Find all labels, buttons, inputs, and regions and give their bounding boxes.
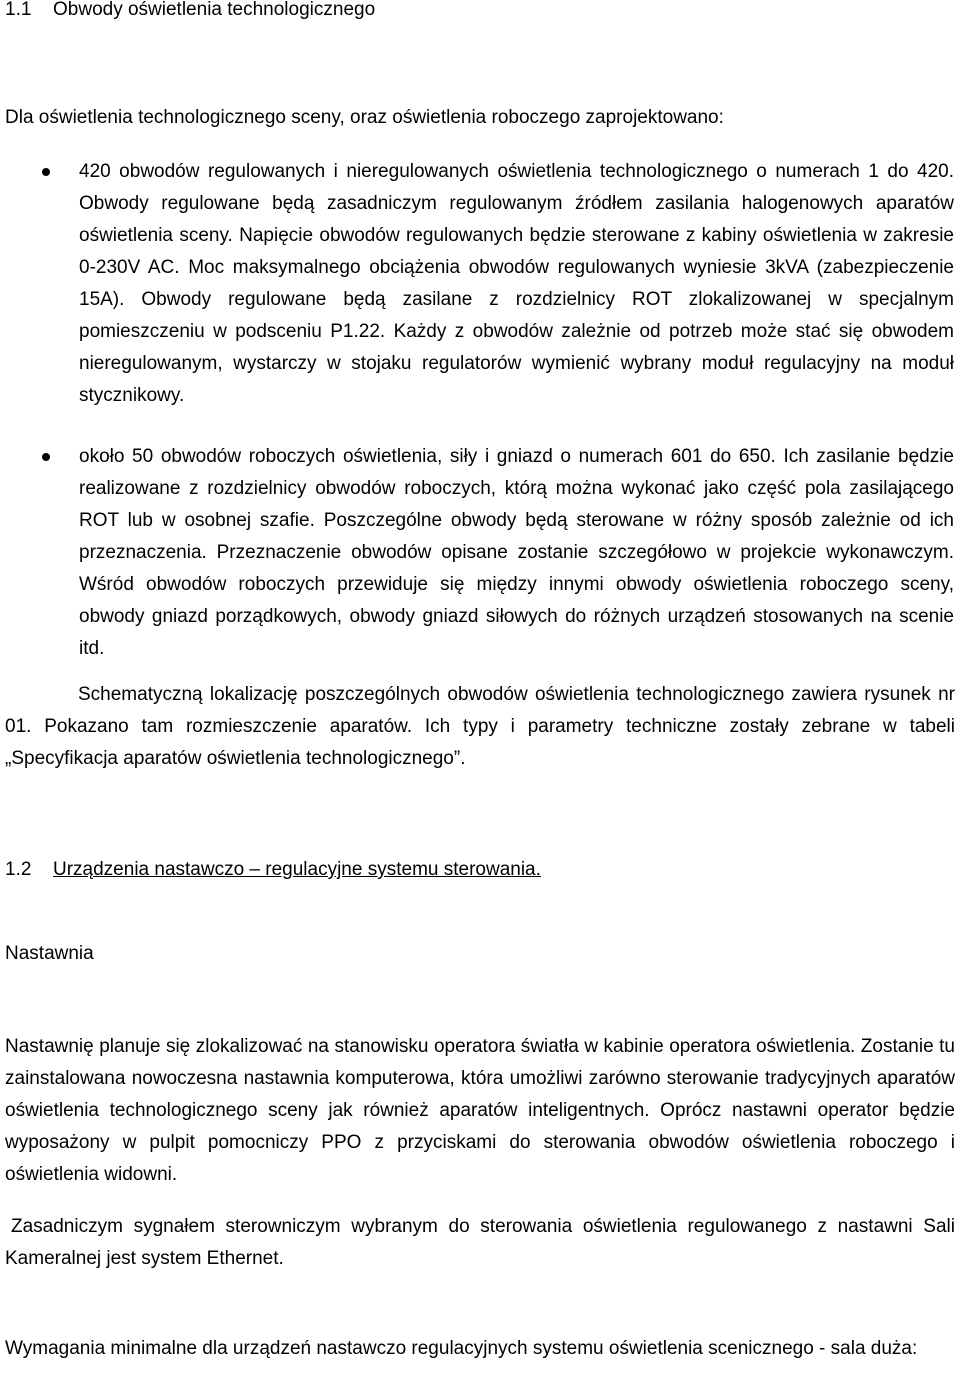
section-heading-1-1	[5, 0, 955, 26]
list-item-text: 420 obwodów regulowanych i nieregulowanych oświetlenia technologicznego o numerach 1 do 420. Obwody regulowane będą zasadniczym regulowanym źródłem zasilania halogenowych aparatów oświetlenia sceny. Napięcie obwodów regulowanych będzie sterowane z kabiny oświetlenia w zakresie 0-230V AC. Moc maksymalnego obciążenia obwodów regulowanych wyniesie 3kVA (zabezpieczenie 15A). Obwody regulowane będą zasilane z rozdzielnicy ROT zlokalizowanej w specjalnym pomieszczeniu w podsceniu P1.22. Każdy z obwodów zależnie od potrzeb może stać się obwodem nieregulowanym, wystarczy w stojaku regulatorów wymienić wybrany moduł regulacyjny na moduł stycznikowy.	[79, 161, 954, 406]
section-title: Obwody oświetlenia technologicznego	[53, 0, 376, 20]
list-item	[0, 156, 954, 412]
list-item	[0, 441, 954, 665]
nastawnia-paragraph: Nastawnię planuje się zlokalizować na stanowisku operatora światła w kabinie operatora oświetlenia. Zostanie tu zainstalowana nowoczesna nastawnia komputerowa, która umożliwi zarówno sterowanie tradycyjnych aparatów oświetlenia technologicznego sceny jak również aparatów inteligentnych. Oprócz nastawni operator będzie wyposażony w pulpit pomocniczy PPO z przyciskami do sterowania obwodów oświetlenia roboczego i oświetlenia widowni.	[5, 1036, 955, 1185]
requirements-paragraph: Wymagania minimalne dla urządzeń nastawczo regulacyjnych systemu oświetlenia scenicznego - sala duża:	[5, 1338, 918, 1359]
section-number: 1.1	[5, 0, 32, 20]
section-number: 1.2	[5, 859, 32, 880]
section-heading-1-2	[5, 854, 955, 886]
bullet-list	[0, 156, 954, 412]
nastawnia-heading: Nastawnia	[5, 943, 94, 964]
intro-paragraph: Dla oświetlenia technologicznego sceny, oraz oświetlenia roboczego zaprojektowano:	[5, 107, 724, 128]
list-item-text: około 50 obwodów roboczych oświetlenia, siły i gniazd o numerach 601 do 650. Ich zasilanie będzie realizowane z rozdzielnicy obwodów roboczych, którą można wykonać jako część pola zasilającego ROT lub w osobnej szafie. Poszczególne obwody będą sterowane w różny sposób zależnie od ich przeznaczenia. Przeznaczenie obwodów opisane zostanie szczegółowo w projekcie wykonawczym. Wśród obwodów roboczych przewiduje się między innymi obwody oświetlenia roboczego sceny, obwody gniazd porządkowych, obwody gniazd siłowych do różnych urządzeń stosowanych na scenie itd.	[79, 446, 954, 659]
schematic-paragraph: Schematyczną lokalizację poszczególnych obwodów oświetlenia technologicznego zawiera rysunek nr 01. Pokazano tam rozmieszczenie aparatów. Ich typy i parametry techniczne zostały zebrane w tabeli „Specyfikacja aparatów oświetlenia technologicznego”.	[5, 684, 955, 769]
bullet-list	[0, 441, 954, 665]
bullet-icon	[42, 453, 50, 461]
nastawnia-paragraph-2: Zasadniczym sygnałem sterowniczym wybranym do sterowania oświetlenia regulowanego z nastawni Sali Kameralnej jest system Ethernet.	[5, 1216, 955, 1269]
bullet-icon	[42, 168, 50, 176]
section-title: Urządzenia nastawczo – regulacyjne systemu sterowania.	[53, 859, 541, 880]
